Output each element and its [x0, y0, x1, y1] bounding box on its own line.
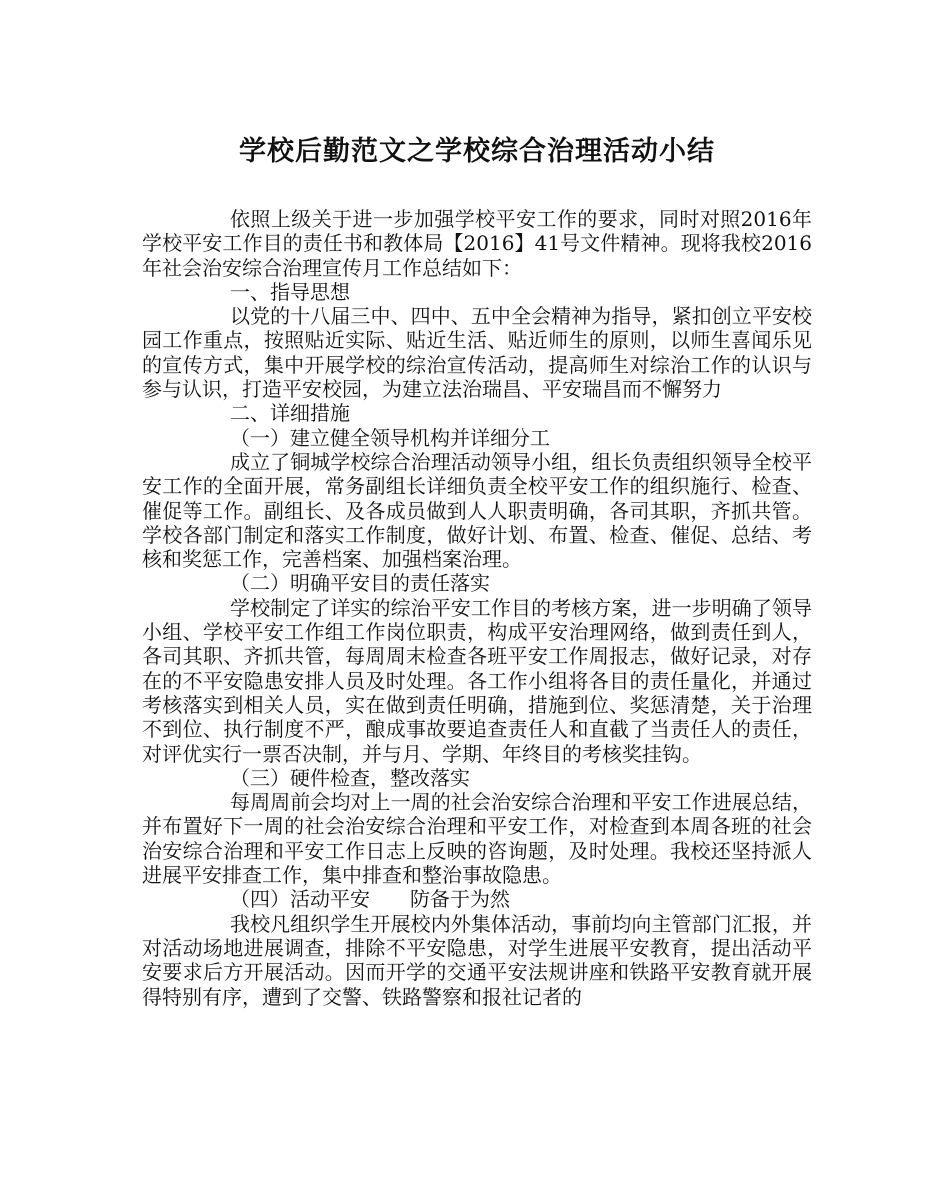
- subheading-leadership: （一）建立健全领导机构并详细分工: [230, 425, 550, 450]
- section-heading-guiding-thought: 一、指导思想: [230, 279, 350, 304]
- subheading-responsibility: （二）明确平安目的责任落实: [230, 571, 490, 596]
- section-heading-measures: 二、详细措施: [230, 401, 350, 426]
- paragraph-responsibility: 学校制定了详实的综治平安工作目的考核方案，进一步明确了领导小组、学校平安工作组工作岗位职责，构成平安治理网络，做到责任到人，各司其职、齐抓共管，每周周末检查各班平安工作周报志，做好记录，对存在的不平安隐患安排人员及时处理。各工作小组将各目的责任量化，并通过考核落实到相关人员，实在做到责任明确，措施到位、奖惩清楚，关于治理不到位、执行制度不严，酿成事故要追查责任人和直截了当责任人的责任，对评优实行一票否决制，并与月、学期、年终目的考核奖挂钩。: [142, 595, 812, 766]
- document-body: [142, 207, 812, 1009]
- paragraph-guiding-thought: 以党的十八届三中、四中、五中全会精神为指导，紧扣创立平安校园工作重点，按照贴近实际、贴近生活、贴近师生的原则，以师生喜闻乐见的宣传方式，集中开展学校的综治宣传活动，提高师生对综治工作的认识与参与认识，打造平安校园，为建立法治瑞昌、平安瑞昌而不懈努力: [142, 304, 812, 402]
- document-page: [142, 130, 812, 1009]
- paragraph-leadership: 成立了铜城学校综合治理活动领导小组，组长负责组织领导全校平安工作的全面开展，常务副组长详细负责全校平安工作的组织施行、检查、催促等工作。副组长、及各成员做到人人职责明确，各司其职，齐抓共管。学校各部门制定和落实工作制度，做好计划、布置、检查、催促、总结、考核和奖惩工作，完善档案、加强档案治理。: [142, 449, 812, 572]
- paragraph-inspection: 每周周前会均对上一周的社会治安综合治理和平安工作进展总结，并布置好下一周的社会治安综合治理和平安工作，对检查到本周各班的社会治安综合治理和平安工作日志上反映的咨询题，及时处理。我校还坚持派人进展平安排查工作，集中排查和整治事故隐患。: [142, 790, 812, 888]
- paragraph-activity-safety: 我校凡组织学生开展校内外集体活动，事前均向主管部门汇报，并对活动场地进展调查，排除不平安隐患，对学生进展平安教育，提出活动平安要求后方开展活动。因而开学的交通平安法规讲座和铁路平安教育就开展得特别有序，遭到了交警、铁路警察和报社记者的: [142, 911, 812, 1009]
- document-title: 学校后勤范文之学校综合治理活动小结: [239, 136, 715, 167]
- subheading-inspection: （三）硬件检查，整改落实: [230, 765, 470, 790]
- paragraph-intro: 依照上级关于进一步加强学校平安工作的要求，同时对照2016年学校平安工作目的责任书和教体局【2016】41号文件精神。现将我校2016年社会治安综合治理宣传月工作总结如下：: [142, 207, 812, 280]
- subheading-activity-safety: （四）活动平安 防备于为然: [230, 887, 510, 912]
